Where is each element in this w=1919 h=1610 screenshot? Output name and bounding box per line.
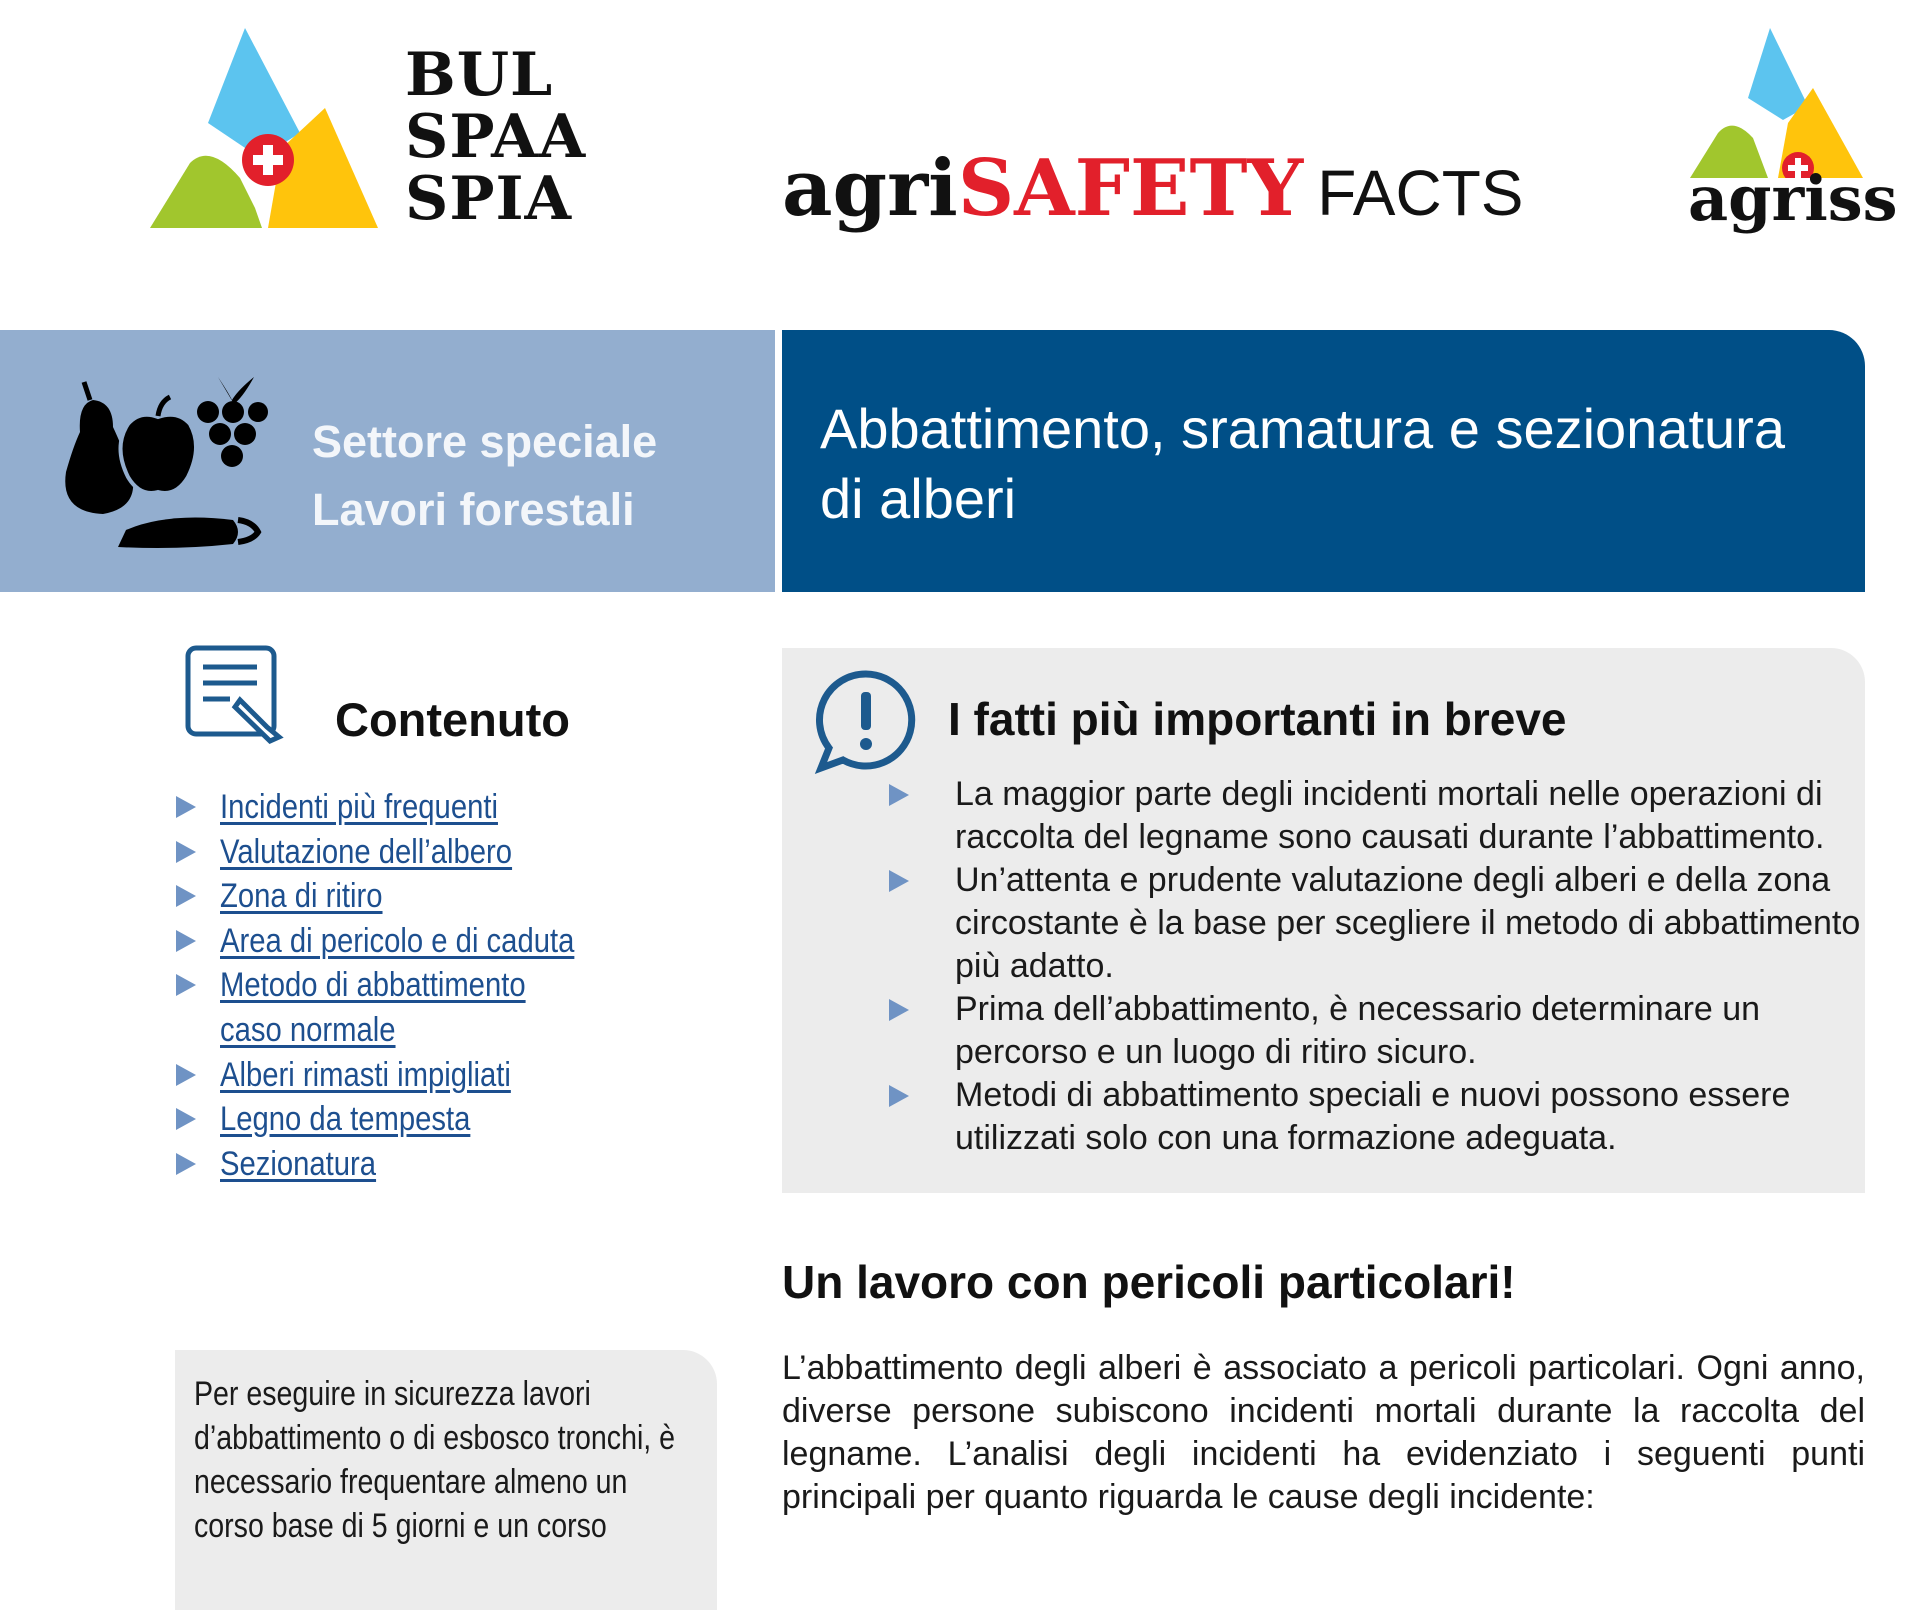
bullet-triangle-icon [176,885,196,907]
bullet-triangle-icon [176,1064,196,1086]
title-highlight: SAFETY [957,143,1304,234]
publication-title [782,143,1524,234]
document-edit-icon [185,645,285,745]
sector-line: Settore speciale [312,416,658,467]
toc-item [172,785,632,830]
toc-link[interactable]: Zona di ritiro [220,877,383,916]
training-info-text: Per eseguire in sicurezza lavori d’abbattimento o di esbosco tronchi, è necessario frequentare almeno un corso base di 5 giorni e un corso [194,1375,676,1545]
toc-link[interactable]: Area di pericolo e di caduta [220,921,575,960]
toc-link[interactable]: Legno da tempesta [220,1100,471,1139]
exclamation-bubble-icon [813,668,919,774]
toc-link[interactable]: Metodo di abbattimento [220,966,526,1005]
toc-item [172,1053,632,1098]
toc-item-continuation [172,1008,632,1053]
toc-link[interactable]: Valutazione dell’albero [220,832,513,871]
toc-item [172,830,632,875]
toc-link[interactable]: Sezionatura [220,1144,377,1183]
bullet-triangle-icon [889,1085,909,1107]
toc-item [172,1142,632,1187]
fruit-vegetable-icon [58,372,270,552]
toc-link[interactable]: caso normale [220,1010,396,1049]
section-paragraph: L’abbattimento degli alberi è associato a pericoli particolari. Ogni anno, diverse persone subiscono incidenti mortali durante la raccolta del legname. L’analisi degli incidenti ha evidenziato i seguenti punti principali per quanto riguarda le cause degli incidente: [782,1349,1865,1516]
section-heading: Un lavoro con pericoli particolari! [782,1256,1516,1308]
contents-heading: Contenuto [335,693,570,746]
toc-item [172,874,632,919]
bullet-triangle-icon [889,870,909,892]
key-fact-text: La maggior parte degli incidenti mortali nelle operazioni di raccolta del legname sono causati durante l’abbattimento. [955,775,1825,856]
key-facts-heading: I fatti più importanti in breve [948,693,1567,745]
agriss-logo-text: agriss [1688,162,1898,235]
key-fact-text: Metodi di abbattimento speciali e nuovi possono essere utilizzati solo con una formazione adeguata. [955,1076,1791,1157]
bullet-triangle-icon [176,1153,196,1175]
key-fact-item [885,859,1865,988]
org-logo-line: SPIA [405,164,573,234]
bullet-triangle-icon [176,796,196,818]
toc-item [172,919,632,964]
bul-triangle-logo-icon [150,28,390,233]
bullet-triangle-icon [889,784,909,806]
toc-item [172,1097,632,1142]
key-fact-text: Prima dell’abbattimento, è necessario determinare un percorso e un luogo di ritiro sicuro. [955,990,1761,1071]
org-logo-text [405,40,605,234]
bullet-triangle-icon [889,999,909,1021]
key-fact-item [885,1074,1865,1160]
sector-label [312,408,657,544]
bullet-triangle-icon [176,930,196,952]
toc-link[interactable]: Alberi rimasti impigliati [220,1055,511,1094]
agriss-triangle-logo-icon [1688,28,1878,178]
key-fact-item [885,988,1865,1074]
contents-list [172,785,632,1186]
key-facts-list [885,773,1865,1160]
org-logo-line: BUL [405,40,554,110]
sector-line: Lavori forestali [312,484,635,535]
bullet-triangle-icon [176,841,196,863]
toc-link[interactable]: Incidenti più frequenti [220,788,498,826]
key-fact-text: Un’attenta e prudente valutazione degli alberi e della zona circostante è la base per scegliere il metodo di abbattimento più adatto. [955,861,1861,985]
title-prefix: agri [782,143,958,234]
org-logo-line: SPAA [405,102,587,172]
bullet-triangle-icon [176,974,196,996]
bullet-triangle-icon [176,1108,196,1130]
topic-title: Abbattimento, sramatura e sezionatura di alberi [820,397,1785,530]
toc-item [172,963,632,1008]
key-fact-item [885,773,1865,859]
title-suffix: FACTS [1317,157,1524,229]
